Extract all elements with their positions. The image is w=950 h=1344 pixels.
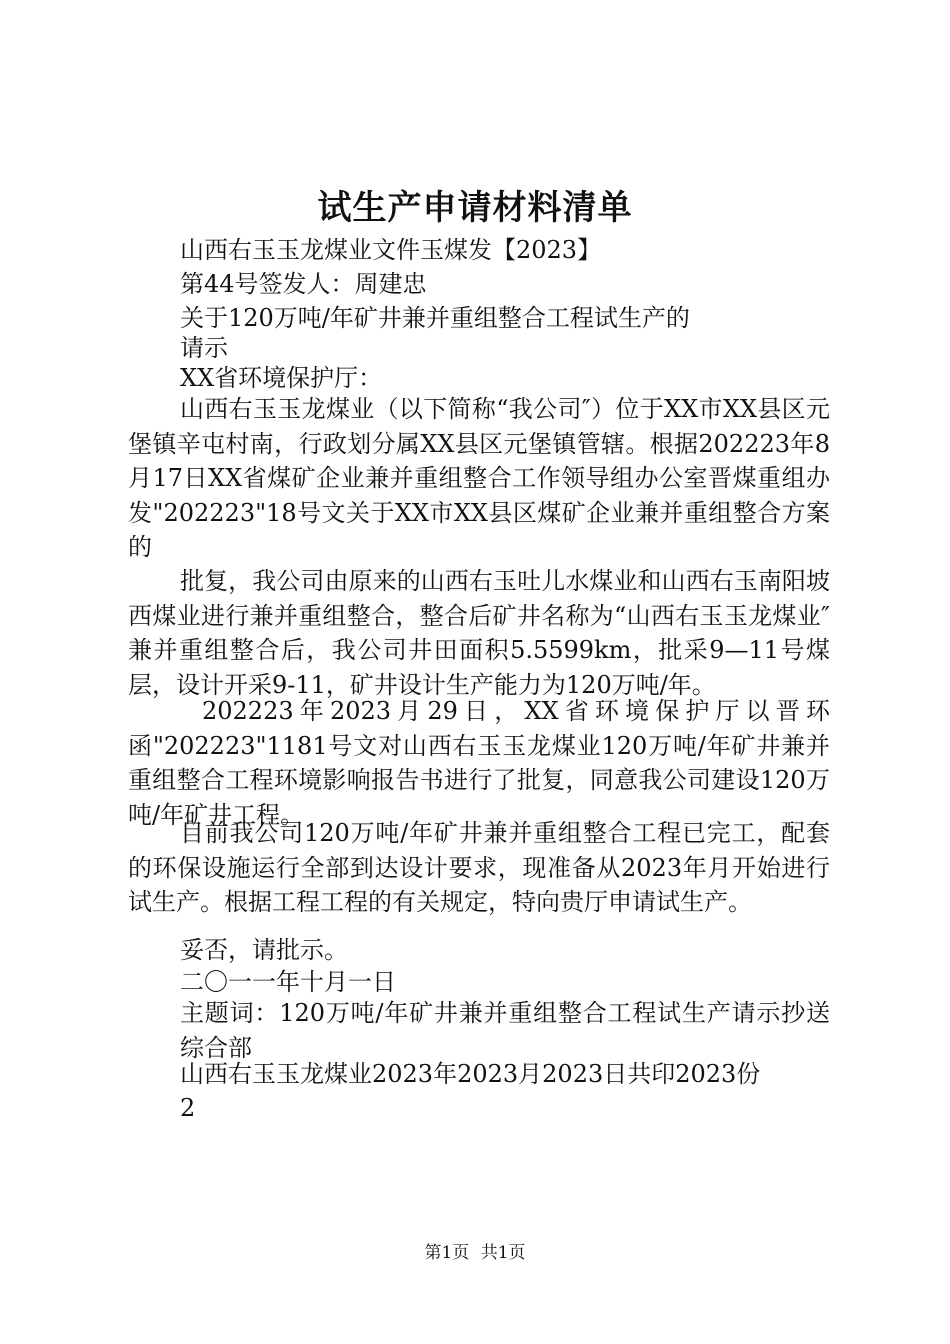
date-line: 二〇一一年十月一日 bbox=[180, 968, 396, 996]
header-line-signer: 第44号签发人：周建忠 bbox=[180, 270, 427, 298]
print-count: 2 bbox=[180, 1094, 196, 1122]
page-number-total: 共1页 bbox=[480, 1243, 526, 1263]
closing-line: 妥否，请批示。 bbox=[180, 936, 348, 964]
body-paragraph-intro: 山西右玉玉龙煤业（以下简称“我公司″）位于XX市XX县区元堡镇辛屯村南，行政划分属XX县区元堡镇管辖。根据202223年8月17日XX省煤矿企业兼并重组整合工作领导组办公室晋煤重组办发"202223"18号文关于XX市XX县区煤矿企业兼并重组整合方案的 bbox=[128, 395, 830, 561]
header-line-request: 请示 bbox=[180, 334, 228, 362]
header-line-file: 山西右玉玉龙煤业文件玉煤发【2023】 bbox=[180, 236, 602, 264]
body-paragraph-approval: 批复，我公司由原来的山西右玉吐儿水煤业和山西右玉南阳坡西煤业进行兼并重组整合，整合后矿井名称为“山西右玉玉龙煤业″兼并重组整合后，我公司井田面积5.5599km，批采9—11号煤层，设计开采9-11，矿井设计生产能力为120万吨/年。 bbox=[128, 567, 830, 699]
page-number-current: 第1页 bbox=[424, 1243, 470, 1263]
body-paragraph-request: 目前我公司120万吨/年矿井兼并重组整合工程已完工，配套的环保设施运行全部到达设计要求，现准备从2023年月开始进行试生产。根据工程工程的有关规定，特向贵厅申请试生产。 bbox=[128, 819, 830, 916]
print-line: 山西右玉玉龙煤业2023年2023月2023日共印2023份 bbox=[180, 1060, 761, 1088]
body-paragraph-environment: 202223年2023月29日，XX省环境保护厅以晋环函"202223"1181号文对山西右玉玉龙煤业120万吨/年矿井兼并重组整合工程环境影响报告书进行了批复，同意我公司建设120万吨/年矿井工程。 bbox=[128, 697, 830, 829]
page-footer bbox=[0, 1241, 950, 1265]
document-title: 试生产申请材料清单 bbox=[317, 188, 633, 228]
header-line-recipient: XX省环境保护厅： bbox=[180, 364, 383, 392]
keywords-line: 主题词：120万吨/年矿井兼并重组整合工程试生产请示抄送综合部 bbox=[180, 999, 830, 1062]
header-line-subject: 关于120万吨/年矿井兼并重组整合工程试生产的 bbox=[180, 304, 690, 332]
